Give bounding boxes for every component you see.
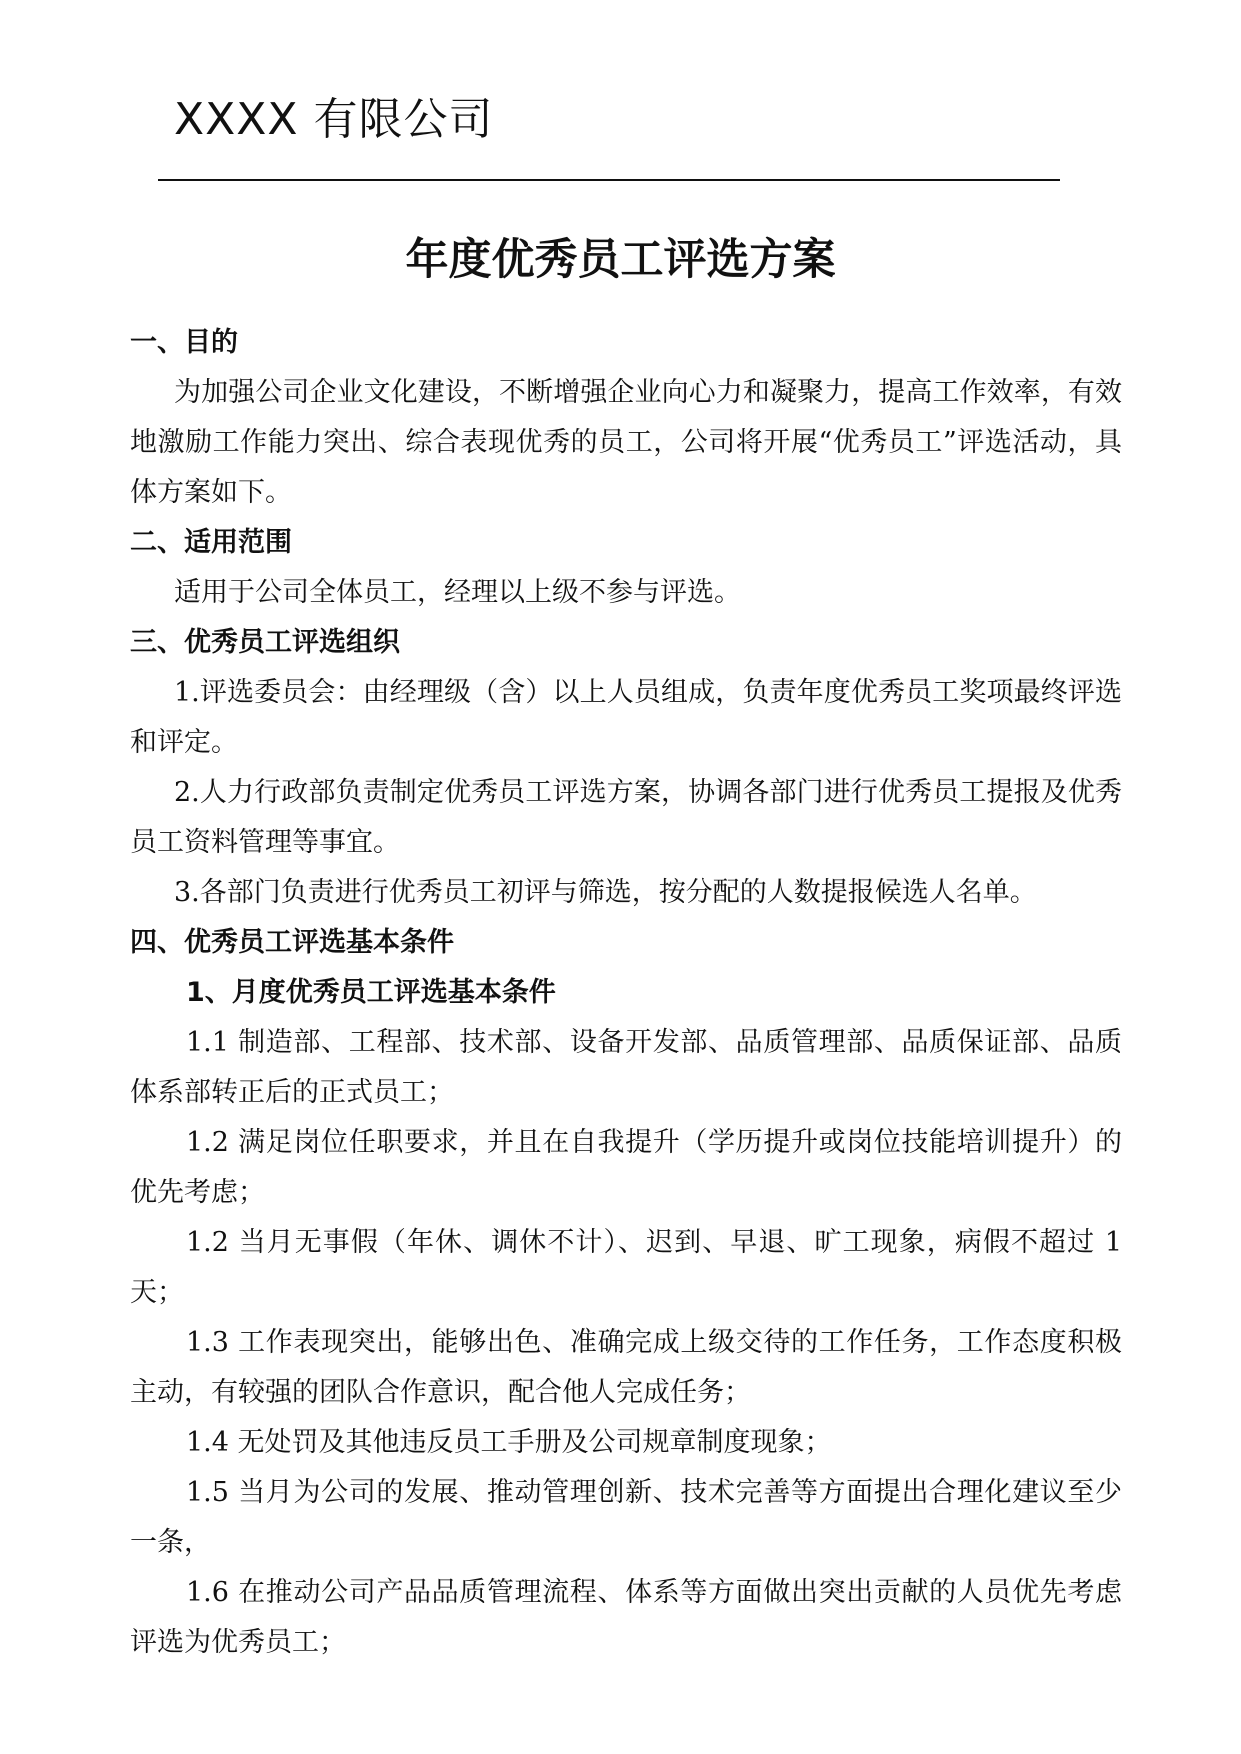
document-body xyxy=(130,318,1122,1668)
condition-item: 1.4 无处罚及其他违反员工手册及公司规章制度现象； xyxy=(186,1427,832,1458)
sub-heading: 1、月度优秀员工评选基本条件 xyxy=(186,977,556,1008)
section-heading: 三、优秀员工评选组织 xyxy=(130,627,400,658)
section-heading: 二、适用范围 xyxy=(130,527,292,558)
header-divider xyxy=(158,179,1060,181)
company-name: XXXX 有限公司 xyxy=(174,94,494,145)
condition-item: 1.3 工作表现突出，能够出色、准确完成上级交待的工作任务，工作态度积极主动，有较强的团队合作意识，配合他人完成任务； xyxy=(130,1327,1122,1408)
paragraph: 3.各部门负责进行优秀员工初评与筛选，按分配的人数提报候选人名单。 xyxy=(174,877,1037,908)
section-heading: 四、优秀员工评选基本条件 xyxy=(130,927,454,958)
paragraph: 2.人力行政部负责制定优秀员工评选方案，协调各部门进行优秀员工提报及优秀员工资料管理等事宜。 xyxy=(130,777,1122,858)
document-title: 年度优秀员工评选方案 xyxy=(405,235,836,285)
paragraph: 为加强公司企业文化建设，不断增强企业向心力和凝聚力，提高工作效率，有效地激励工作能力突出、综合表现优秀的员工，公司将开展“优秀员工”评选活动，具体方案如下。 xyxy=(130,377,1122,508)
condition-item: 1.5 当月为公司的发展、推动管理创新、技术完善等方面提出合理化建议至少一条， xyxy=(130,1477,1122,1558)
section-heading: 一、目的 xyxy=(130,327,238,358)
paragraph: 适用于公司全体员工，经理以上级不参与评选。 xyxy=(174,577,741,608)
condition-item: 1.2 当月无事假（年休、调休不计）、迟到、早退、旷工现象，病假不超过 1 天； xyxy=(130,1227,1122,1308)
condition-item: 1.6 在推动公司产品品质管理流程、体系等方面做出突出贡献的人员优先考虑评选为优秀员工； xyxy=(130,1577,1122,1658)
condition-item: 1.1 制造部、工程部、技术部、设备开发部、品质管理部、品质保证部、品质体系部转正后的正式员工； xyxy=(130,1027,1122,1108)
condition-item: 1.2 满足岗位任职要求，并且在自我提升（学历提升或岗位技能培训提升）的优先考虑； xyxy=(130,1127,1122,1208)
paragraph: 1.评选委员会：由经理级（含）以上人员组成，负责年度优秀员工奖项最终评选和评定。 xyxy=(130,677,1122,758)
